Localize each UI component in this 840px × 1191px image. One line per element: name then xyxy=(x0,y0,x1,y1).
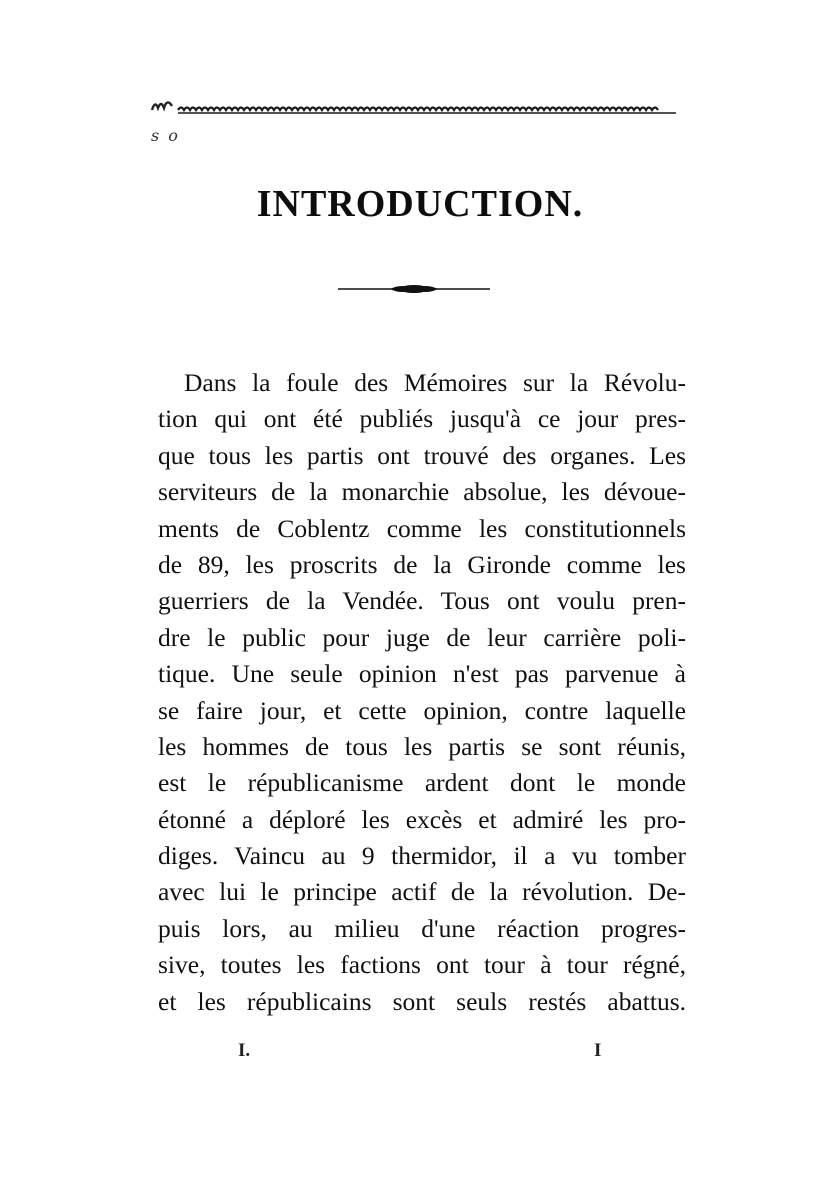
ornament-divider-graphic xyxy=(338,282,490,296)
handwritten-mark: s o xyxy=(151,126,180,145)
paragraph-line: les hommes de tous les partis se sont réunis, xyxy=(158,731,686,761)
body-paragraph xyxy=(158,365,686,1020)
paragraph-line: de 89, les proscrits de la Gironde comme les xyxy=(158,549,686,579)
page-title: INTRODUCTION. xyxy=(256,183,584,225)
folio-mark: I xyxy=(594,1040,602,1061)
paragraph-line: se faire jour, et cette opinion, contre laquelle xyxy=(158,695,686,725)
paragraph-line: étonné a déploré les excès et admiré les pro- xyxy=(158,804,686,834)
top-ornament-rule xyxy=(150,96,678,118)
paragraph-line: que tous les partis ont trouvé des organes. Les xyxy=(158,440,686,470)
paragraph-line: tion qui ont été publiés jusqu'à ce jour pres- xyxy=(158,404,686,434)
paragraph-line: serviteurs de la monarchie absolue, les dévoue- xyxy=(158,477,686,507)
title-divider xyxy=(338,282,490,296)
wavy-rule-graphic xyxy=(150,96,678,118)
paragraph-line: dre le public pour juge de leur carrière poli- xyxy=(158,622,686,652)
paragraph-line: est le républicanisme ardent dont le monde xyxy=(158,768,686,798)
signature-mark: I. xyxy=(238,1040,251,1061)
paragraph-line: avec lui le principe actif de la révolution. De- xyxy=(158,877,686,907)
paragraph-line: et les républicains sont seuls restés abattus. xyxy=(158,986,686,1016)
paragraph-line: puis lors, au milieu d'une réaction progres- xyxy=(158,913,686,943)
paragraph-line: tique. Une seule opinion n'est pas parvenue à xyxy=(158,659,686,689)
paragraph-line: Dans la foule des Mémoires sur la Révolu- xyxy=(184,368,686,397)
paragraph-line: diges. Vaincu au 9 thermidor, il a vu tomber xyxy=(158,841,686,871)
paragraph-line: sive, toutes les factions ont tour à tour régné, xyxy=(158,950,686,980)
paragraph-line: ments de Coblentz comme les constitutionnels xyxy=(158,513,686,543)
paragraph-line: guerriers de la Vendée. Tous ont voulu pren- xyxy=(158,586,686,616)
